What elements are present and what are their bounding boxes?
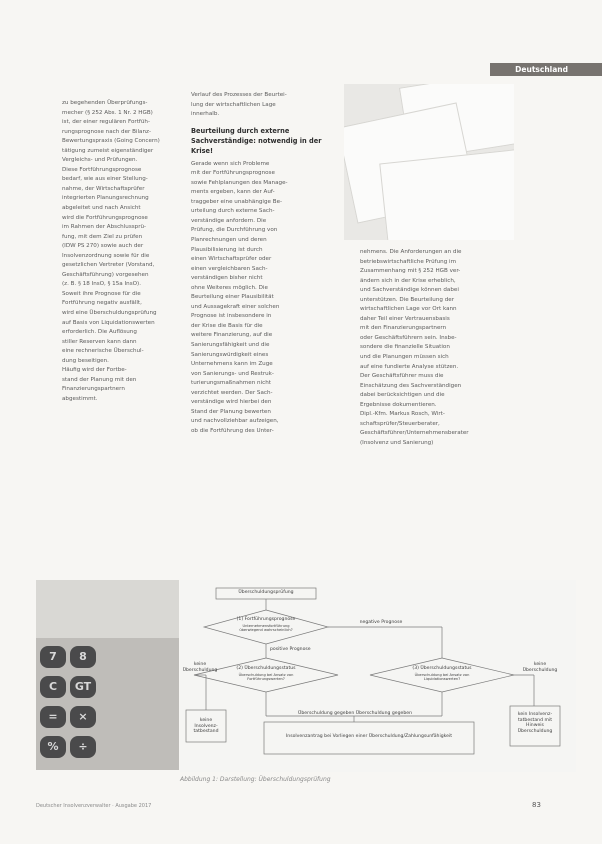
text-line: Bewertungspraxis (Going Concern) (62, 138, 160, 145)
text-line: dung beseitigen. (62, 357, 109, 364)
text-line: mit der Fortführungsprognose (191, 170, 275, 177)
text-line: turierungsmaßnahmen nicht (191, 380, 271, 387)
text-line: (IDW PS 270) sowie auch der (62, 243, 144, 250)
decision-3-sub: Überschuldung bei Ansatz von Liquidationswerten? (414, 673, 470, 682)
text-line: tätigung zumeist eigenständiger (62, 147, 154, 154)
text-column-3 (360, 248, 503, 448)
text-line: integrierten Planungsrechnung (62, 195, 149, 202)
text-line: Sanierungsfähigkeit und die (191, 342, 270, 349)
text-line: rungsprognose nach der Bilanz- (62, 128, 151, 135)
text-line: Finanzierungspartnern (62, 386, 125, 393)
left-outcome-label: keine Überschuldung (182, 662, 218, 673)
text-line: (Insolvenz und Sanierung) (360, 439, 434, 446)
text-line: Geschäftsführer/Unternehmensberater (360, 430, 469, 437)
text-line: oder Geschäftsführern sein. Insbe- (360, 334, 457, 341)
text-line: Stand der Planung bewerten (191, 408, 271, 415)
text-line: und die Planungen müssen sich (360, 354, 449, 361)
decision-1-sub: Unternehmensfortführung überwiegend wahrscheinlich? (239, 624, 293, 633)
col2-body (191, 160, 333, 437)
text-line: wird eine Überschuldungsprüfung (62, 310, 157, 317)
page-number: 83 (532, 801, 541, 809)
text-line: daher Teil einer Vertrauensbasis (360, 315, 450, 322)
text-line: verständigen bisher nicht (191, 275, 263, 282)
text-line: Einschätzung des Sachverständigen (360, 382, 462, 389)
text-line: Prognose ist insbesondere in (191, 313, 272, 320)
text-line: Beurteilung einer Plausibilität (191, 294, 274, 301)
text-line: einen vergleichbaren Sach- (191, 265, 268, 272)
bottom-box-label: Insolvenzantrag bei Vorliegen einer Überschuldung/Zahlungsunfähigkeit (285, 734, 453, 739)
flow-diagram (180, 580, 576, 772)
decision-2-label: (2) Überschuldungsstatus (236, 666, 296, 671)
right-result-label: kein Insolvenz-tatbestand mit Hinweis Überschuldung (517, 712, 553, 734)
text-line: mit den Finanzierungspartnern (360, 325, 447, 332)
text-line: von Sanierungs- und Restruk- (191, 370, 274, 377)
calculator-photo: 7 8 C GT = × % ÷ (36, 580, 179, 770)
text-line: betriebswirtschaftliche Prüfung im (360, 258, 457, 265)
text-line: ändern sich in der Krise erheblich, (360, 277, 456, 284)
text-line: (z. B. § 18 InsO, § 15a InsO). (62, 281, 141, 288)
decision-1-label: (1) Fortführungsprognose (236, 617, 296, 622)
text-line: unterstützen. Die Beurteilung der (360, 296, 455, 303)
positive-prognosis-label: positive Prognose (270, 647, 311, 652)
text-line: Der Geschäftsführer muss die (360, 373, 444, 380)
text-line: erforderlich. Die Auflösung (62, 329, 137, 336)
section-heading: Beurteilung durch externe Sachverständige: notwendig in der Krise! (191, 126, 322, 155)
text-line: Planrechnungen und deren (191, 237, 267, 244)
text-line: Soweit ihre Prognose für die (62, 290, 141, 297)
text-line: Geschäftsführung) vorgesehen (62, 271, 149, 278)
text-line: der Krise die Basis für die (191, 322, 263, 329)
text-line: abgeleitet und nach Ansicht (62, 205, 141, 212)
text-line: Fortführung negativ ausfällt, (62, 300, 142, 307)
text-line: verständige wird hierbei den (191, 399, 272, 406)
text-line: Verlauf des Prozesses der Beurtei- (191, 92, 287, 98)
text-line: verständige anfordern. Die (191, 217, 267, 224)
text-line: innerhalb. (191, 111, 220, 118)
text-line: Prüfung, die Durchführung von (191, 227, 278, 234)
text-line: Diese Fortführungsprognose (62, 166, 142, 173)
text-line: eine rechnerische Überschul- (62, 348, 144, 355)
col2-intro (191, 91, 333, 120)
text-line: Dipl.-Kfm. Markus Rosch, Wirt- (360, 411, 445, 418)
text-line: mecher (§ 252 Abs. 1 Nr. 2 HGB) (62, 109, 153, 116)
text-line: abgestimmt. (62, 395, 98, 402)
text-line: dabei berücksichtigen und die (360, 392, 445, 399)
text-line: Unternehmens kann im Zuge (191, 361, 273, 368)
text-line: stand der Planung mit den (62, 376, 137, 383)
document-photo (344, 84, 514, 240)
text-line: ist, der einer regulären Fortfüh- (62, 119, 150, 126)
text-line: wirtschaftlichen Lage vor Ort kann (360, 306, 457, 313)
box-top-label: Überschuldungsprüfung (238, 590, 294, 595)
decision-3-label: (3) Überschuldungsstatus (412, 666, 472, 671)
text-line: im Rahmen der Abschlussprü- (62, 224, 147, 231)
text-line: weitere Finanzierung, auf die (191, 332, 273, 339)
text-line: auf Basis von Liquidationswerten (62, 319, 155, 326)
decision-2-sub: Überschuldung bei Ansatz von Fortführungswerten? (238, 673, 294, 682)
section-tag: Deutschland (490, 63, 602, 76)
bottom-bar-label: Überschuldung gegeben Überschuldung gegeben (298, 711, 412, 716)
text-line: sondere die finanzielle Situation (360, 344, 450, 351)
text-line: und Aussagekraft einer solchen (191, 303, 280, 310)
text-line: schaftsprüfer/Steuerberater, (360, 420, 440, 427)
text-line: gesetzlichen Vertreter (Vorstand, (62, 262, 155, 269)
text-line: traggeber eine unabhängige Be- (191, 198, 283, 205)
footer-publication: Deutscher Insolvenzverwalter · Ausgabe 2017 (36, 803, 152, 809)
text-line: nahme, der Wirtschaftsprüfer (62, 185, 145, 192)
text-line: urteilung durch externe Sach- (191, 208, 275, 215)
text-line: verzichtet werden. Der Sach- (191, 389, 273, 396)
text-line: Plausibilisierung ist durch (191, 246, 263, 253)
text-line: ohne Weiteres möglich. Die (191, 284, 268, 291)
text-line: bedarf, wie aus einer Stellung- (62, 176, 148, 183)
text-line: Häufig wird der Fortbe- (62, 367, 127, 374)
text-line: Zusammenhang mit § 252 HGB ver- (360, 268, 461, 275)
text-line: und Sachverständige können dabei (360, 287, 459, 294)
text-line: sowie Fehlplanungen des Manage- (191, 179, 288, 186)
text-line: lung der wirtschaftlichen Lage (191, 101, 276, 108)
text-line: zu begehenden Überprüfungs- (62, 100, 148, 106)
text-line: wird die Fortführungsprognose (62, 214, 148, 221)
figure-caption: Abbildung 1: Darstellung: Überschuldungsprüfung (180, 776, 331, 783)
text-line: Sanierungswürdigkeit eines (191, 351, 269, 358)
text-line: ob die Fortführung des Unter- (191, 427, 274, 434)
text-line: auf eine fundierte Analyse stützen. (360, 363, 459, 370)
text-line: und nachvollziehbar aufzeigen, (191, 418, 279, 425)
text-line: stiller Reserven kann dann (62, 338, 137, 345)
text-line: nehmens. Die Anforderungen an die (360, 249, 462, 255)
text-line: fung, mit dem Ziel zu prüfen (62, 233, 143, 240)
text-line: ments ergeben, kann der Auf- (191, 189, 275, 196)
text-line: einen Wirtschaftsprüfer oder (191, 256, 272, 263)
text-column-2 (191, 91, 333, 437)
right-outcome-label: keine Überschuldung (522, 662, 558, 673)
text-column-1 (62, 99, 172, 405)
text-line: Vergleichs- und Prüfungen. (62, 157, 138, 164)
negative-prognosis-label: negative Prognose (359, 620, 403, 625)
text-line: Gerade wenn sich Probleme (191, 160, 270, 167)
text-line: Ergebnisse dokumentieren. (360, 401, 437, 408)
left-result-label: keine Insolvenz-tatbestand (193, 718, 219, 735)
text-line: Insolvenzordnung sowie für die (62, 252, 150, 259)
